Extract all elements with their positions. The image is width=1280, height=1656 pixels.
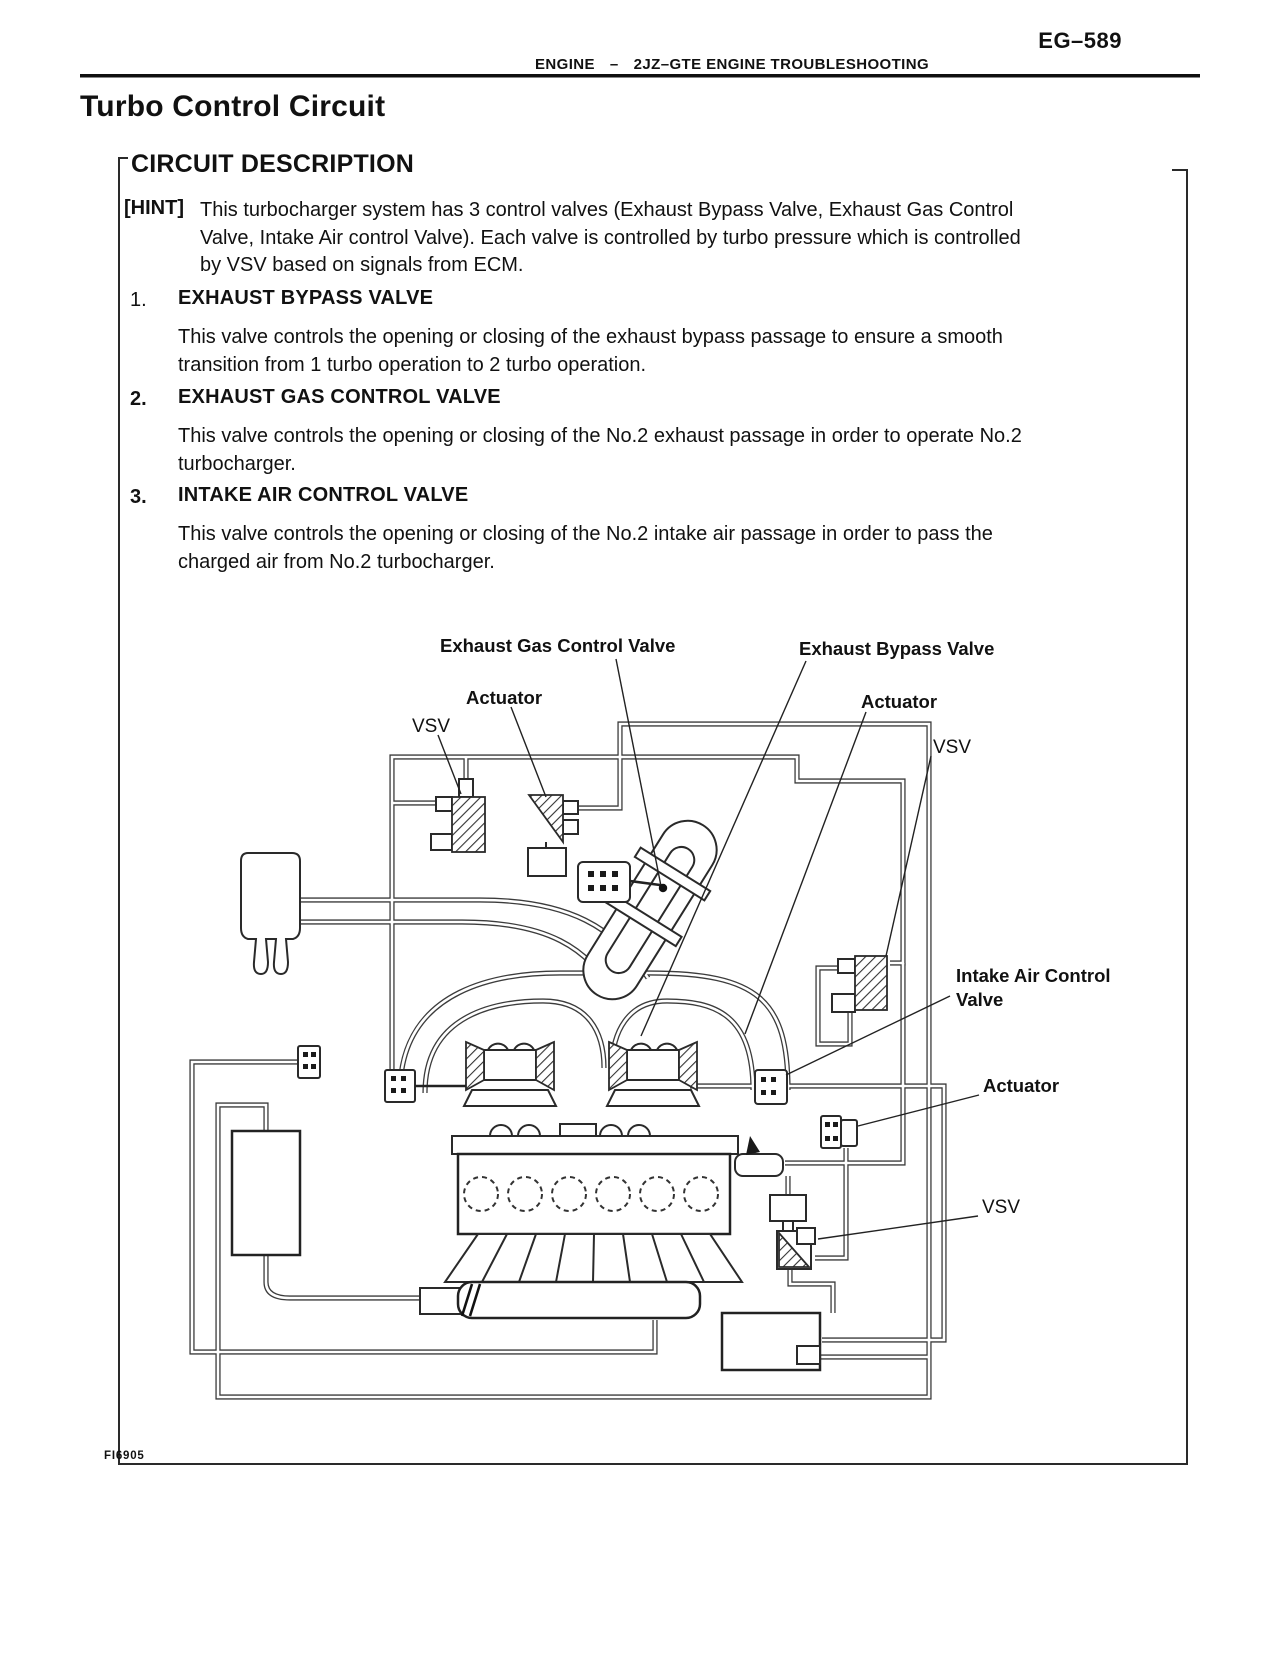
item-2-body-line: This valve controls the opening or closing of the No.2 exhaust passage in order to operate No.2 [178, 425, 1022, 447]
item-2-body-line: turbocharger. [178, 452, 296, 475]
item-3-body-line: charged air from No.2 turbocharger. [178, 550, 495, 573]
item-3-number: 3. [130, 486, 147, 508]
turbocharger-no2 [607, 1042, 699, 1106]
leader-end-dot [659, 884, 667, 892]
item-3-heading: INTAKE AIR CONTROL VALVE [178, 484, 469, 506]
page-title: Turbo Control Circuit [80, 90, 386, 123]
header-rule [80, 74, 1200, 78]
item-1-body-line: This valve controls the opening or closing of the exhaust bypass passage to ensure a smooth [178, 326, 1003, 348]
ecm-box [722, 1313, 820, 1370]
circuit-description-heading: CIRCUIT DESCRIPTION [131, 150, 414, 178]
engine-block [458, 1154, 730, 1234]
hint-line: by VSV based on signals from ECM. [200, 254, 524, 276]
intake-air-control-valve [735, 1136, 783, 1176]
label-intake-air-control-2: Valve [956, 989, 1004, 1010]
hint-label: [HINT] [124, 197, 184, 219]
intercooler [232, 1131, 300, 1255]
item-2-number: 2. [130, 388, 147, 410]
running-header-subtitle: 2JZ–GTE ENGINE TROUBLESHOOTING [633, 56, 930, 73]
label-vsv-iacv: VSV [982, 1197, 1021, 1218]
hint-line: Valve, Intake Air control Valve). Each valve is controlled by turbo pressure which is controlled [200, 226, 1021, 249]
item-1-number: 1. [130, 289, 147, 311]
label-actuator-egcv: Actuator [466, 687, 543, 708]
intake-plenum [420, 1282, 700, 1318]
running-header-section: ENGINE [535, 56, 595, 73]
item-2-heading: EXHAUST GAS CONTROL VALVE [178, 386, 501, 408]
label-vsv-egcv: VSV [412, 716, 451, 737]
vsv-ebv-component [832, 956, 887, 1012]
intake-manifold-runners [445, 1234, 742, 1282]
air-duct [241, 853, 300, 974]
running-header-dash: – [609, 56, 619, 73]
label-actuator-iacv: Actuator [983, 1075, 1060, 1096]
label-exhaust-bypass-valve: Exhaust Bypass Valve [799, 638, 995, 659]
right-turbo-connector [755, 1070, 787, 1104]
hint-line: This turbocharger system has 3 control valves (Exhaust Bypass Valve, Exhaust Gas Control [200, 199, 1014, 221]
item-1-heading: EXHAUST BYPASS VALVE [178, 287, 434, 309]
label-exhaust-gas-control-valve: Exhaust Gas Control Valve [440, 635, 676, 656]
label-vsv-ebv: VSV [933, 737, 972, 758]
page-code: EG–589 [1038, 28, 1122, 53]
vsv-ebv [528, 795, 578, 876]
actuator-iacv-component [821, 1116, 857, 1148]
label-actuator-ebv: Actuator [861, 691, 938, 712]
exhaust-manifold [452, 1124, 738, 1154]
left-turbo-connector [298, 1046, 320, 1078]
figure-code: FI6905 [104, 1450, 145, 1462]
vsv-iacv-component [770, 1195, 815, 1269]
vsv-egcv [431, 779, 485, 852]
item-3-body-line: This valve controls the opening or closing of the No.2 intake air passage in order to pass the [178, 523, 993, 545]
item-1-body-line: transition from 1 turbo operation to 2 turbo operation. [178, 353, 647, 376]
turbocharger-no1 [464, 1042, 556, 1106]
intake-tube [562, 803, 738, 1016]
label-intake-air-control-1: Intake Air Control [956, 965, 1111, 986]
